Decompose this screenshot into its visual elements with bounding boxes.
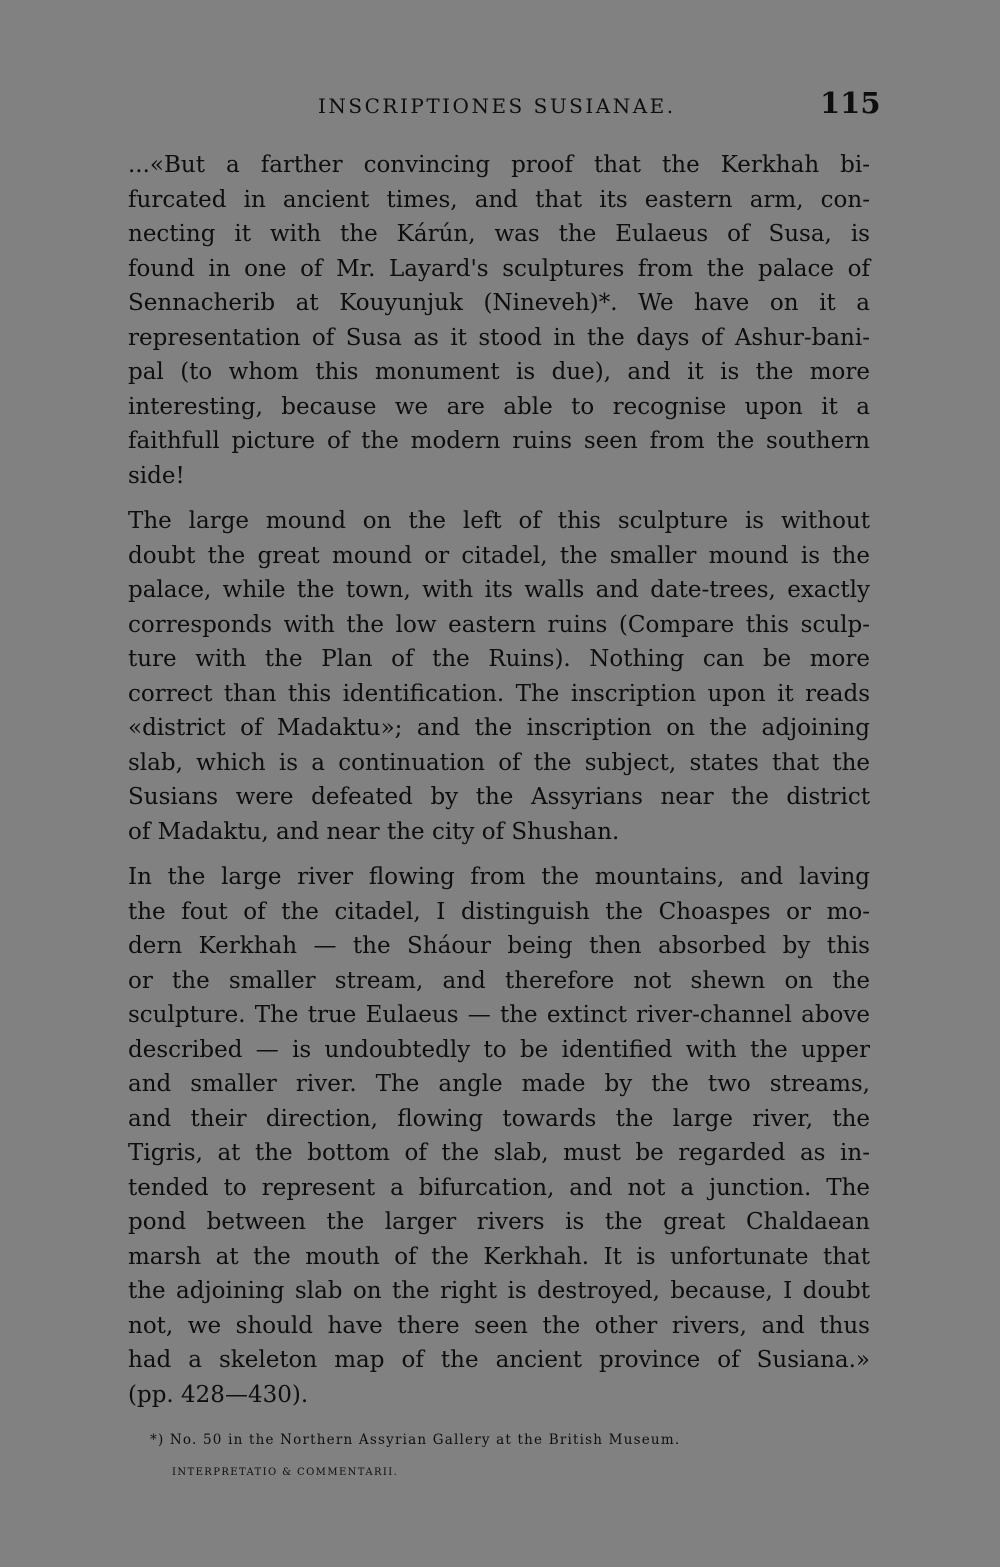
text-line: the fout of the citadel, I distinguish the Choaspes or mo- <box>128 898 870 925</box>
text-line: not, we should have there seen the other rivers, and thus <box>128 1312 870 1339</box>
text-line: of Madaktu, and near the city of Shushan. <box>128 818 620 845</box>
text-line: or the smaller stream, and therefore not shewn on the <box>128 967 870 994</box>
page-number: 115 <box>820 86 881 120</box>
text-line: faithfull picture of the modern ruins seen from the southern <box>128 428 870 454</box>
text-line: Tigris, at the bottom of the slab, must be regarded as in- <box>128 1140 870 1166</box>
text-line: found in one of Mr. Layard's sculptures from the palace of <box>128 255 870 282</box>
text-line: slab, which is a continuation of the subject, states that the <box>128 749 870 776</box>
text-line: «district of Madaktu»; and the inscription on the adjoining <box>128 715 870 741</box>
paragraph-gap <box>128 849 870 860</box>
paragraph-1 <box>128 148 870 493</box>
text-line: interesting, because we are able to recognise upon it a <box>128 393 870 420</box>
text-line: pal (to whom this monument is due), and it is the more <box>128 359 870 385</box>
text-line: doubt the great mound or citadel, the smaller mound is the <box>128 542 870 569</box>
text-line: and their direction, flowing towards the large river, the <box>128 1105 870 1132</box>
text-line: palace, while the town, with its walls and date-trees, exactly <box>128 577 870 603</box>
text-line: corresponds with the low eastern ruins (Compare this sculp- <box>128 611 870 638</box>
text-line: marsh at the mouth of the Kerkhah. It is unfortunate that <box>128 1243 870 1270</box>
paragraph-2 <box>128 504 870 849</box>
text-line: ...«But a farther convincing proof that the Kerkhah bi- <box>128 152 870 178</box>
running-head <box>0 86 1000 126</box>
text-line: The large mound on the left of this sculpture is without <box>128 508 870 534</box>
signature-mark: INTERPRETATIO & COMMENTARII. <box>172 1467 399 1478</box>
text-line: ture with the Plan of the Ruins). Nothing can be more <box>128 646 870 672</box>
paragraph-3 <box>128 860 870 1412</box>
text-line: side! <box>128 462 185 489</box>
text-line: had a skeleton map of the ancient province of Susiana.» <box>128 1347 870 1373</box>
text-line: correct than this identification. The inscription upon it reads <box>128 680 870 707</box>
body-text <box>128 148 870 1412</box>
text-line: and smaller river. The angle made by the two streams, <box>128 1071 870 1097</box>
text-line: the adjoining slab on the right is destroyed, because, I doubt <box>128 1278 870 1304</box>
text-line: tended to represent a bifurcation, and not a junction. The <box>128 1174 870 1201</box>
text-line: Susians were defeated by the Assyrians near the district <box>128 784 870 810</box>
text-line: dern Kerkhah — the Sháour being then absorbed by this <box>128 933 870 959</box>
text-line: sculpture. The true Eulaeus — the extinct river-channel above <box>128 1002 870 1028</box>
text-line: furcated in ancient times, and that its eastern arm, con- <box>128 186 870 213</box>
text-line: representation of Susa as it stood in the days of Ashur-bani- <box>128 324 870 351</box>
text-line: described — is undoubtedly to be identified with the upper <box>128 1036 870 1063</box>
text-line: Sennacherib at Kouyunjuk (Nineveh)*. We have on it a <box>128 290 870 316</box>
text-line: necting it with the Kárún, was the Eulaeus of Susa, is <box>128 221 870 247</box>
text-line: pond between the larger rivers is the great Chaldaean <box>128 1209 870 1235</box>
text-line: In the large river flowing from the mountains, and laving <box>128 864 870 890</box>
text-line: (pp. 428—430). <box>128 1381 309 1408</box>
running-title: INSCRIPTIONES SUSIANAE. <box>318 94 676 118</box>
paragraph-gap <box>128 493 870 504</box>
footnote: *) No. 50 in the Northern Assyrian Gallery at the British Museum. <box>150 1432 681 1448</box>
